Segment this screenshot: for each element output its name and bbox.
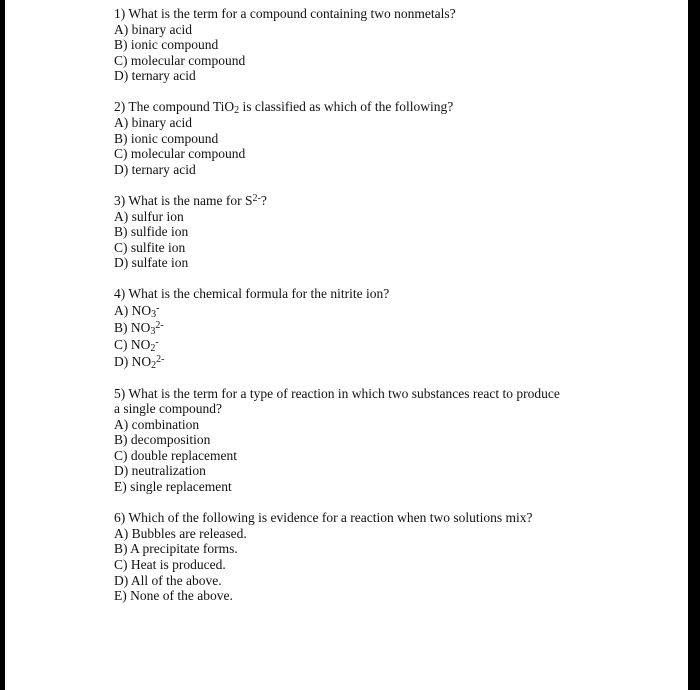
question-3-stem: 3) What is the name for $S^{2-}$? [114,192,267,208]
question-6-option-c: C) Heat is produced. [114,556,226,572]
question-2-stem: 2) The compound TiO$_2$ is classified as which of the following? [114,99,454,117]
question-3-option-c: C) sulfite ion [114,239,186,255]
question-6-option-a: A) Bubbles are released. [114,525,247,541]
question-2-option-d: D) ternary acid [114,161,196,177]
question-6 [114,510,564,604]
question-6-option-b: B) A precipitate forms. [114,541,238,557]
question-2-option-c: C) molecular compound [114,146,246,162]
question-4-option-c: C) $NO_2^-$ [114,337,159,354]
question-3-option-b: B) sulfide ion [114,224,189,240]
quiz-document [114,6,564,619]
question-4-option-a: A) $NO_3^-$ [114,303,160,320]
question-4 [114,286,564,370]
question-1-option-d: D) ternary acid [114,68,196,84]
question-1-option-a: A) binary acid [114,21,192,37]
question-1-stem: 1) What is the term for a compound containing two nonmetals? [114,6,456,21]
question-3 [114,193,564,271]
question-4-stem: 4) What is the chemical formula for the nitrite ion? [114,286,390,302]
question-2-option-a: A) binary acid [114,115,192,131]
question-1-option-b: B) ionic compound [114,37,219,53]
question-4-option-b: B) $NO_3^{2-}$ [114,320,164,337]
question-3-option-a: A) sulfur ion [114,208,184,224]
question-5-option-b: B) decomposition [114,432,211,448]
question-6-option-d: D) All of the above. [114,572,222,588]
question-5 [114,386,564,495]
question-6-option-e: E) None of the above. [114,588,233,604]
question-5-option-e: E) single replacement [114,479,232,495]
question-1 [114,6,564,84]
question-1-option-c: C) molecular compound [114,52,246,68]
question-5-option-a: A) combination [114,416,200,432]
right-border [688,0,700,690]
question-3-option-d: D) sulfate ion [114,255,189,271]
question-6-stem: 6) Which of the following is evidence for a reaction when two solutions mix? [114,510,533,526]
left-border [0,0,5,690]
question-2-option-b: B) ionic compound [114,130,219,146]
question-5-option-c: C) double replacement [114,447,237,463]
question-2 [114,99,564,177]
question-5-option-d: D) neutralization [114,463,206,479]
question-4-option-d: D) $NO_2^{2-}$ [114,354,165,371]
question-5-stem: 5) What is the term for a type of reaction in which two substances react to produce a single compound? [114,385,560,417]
